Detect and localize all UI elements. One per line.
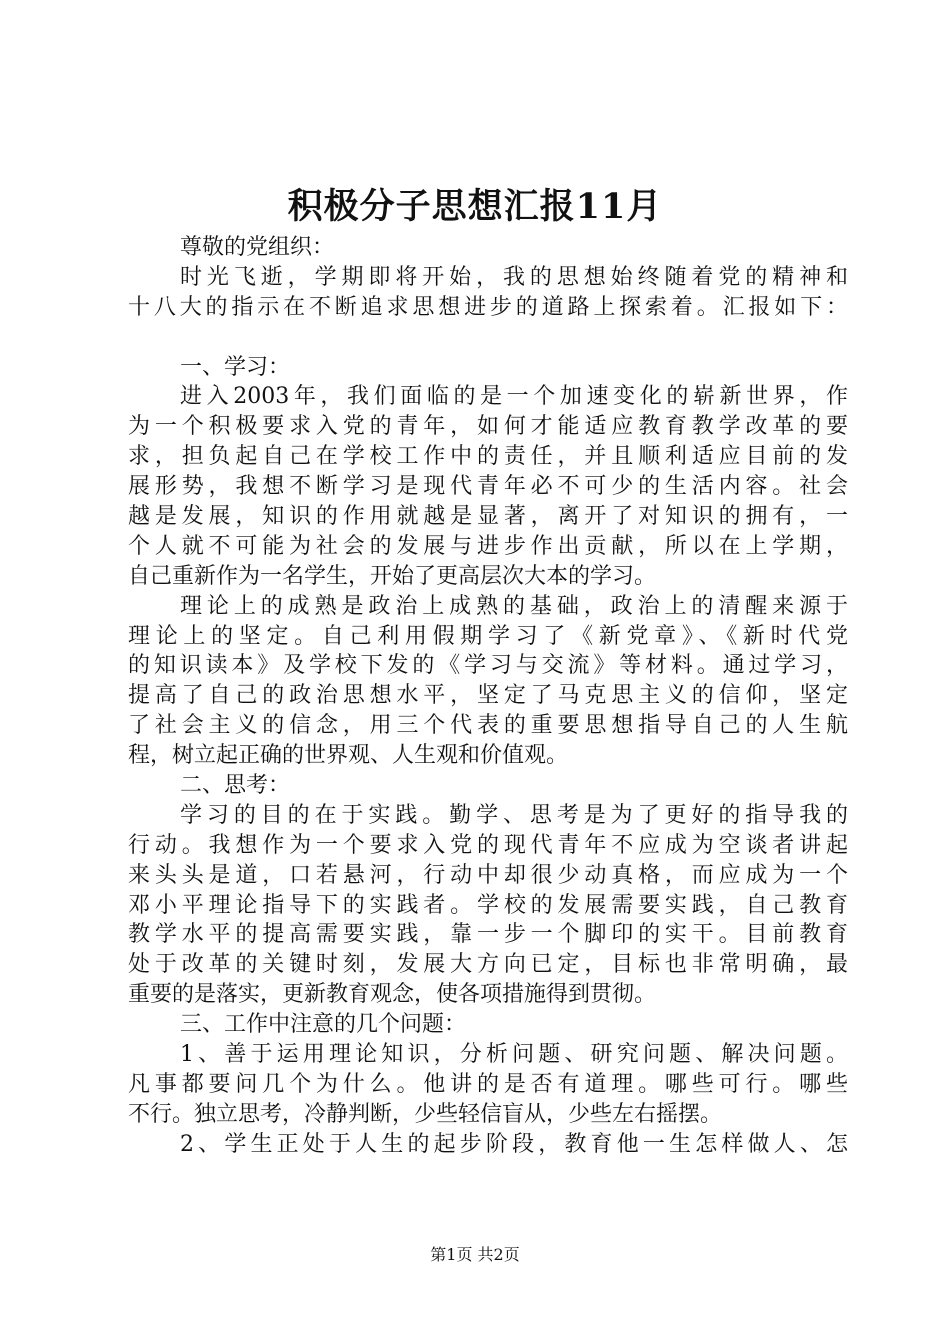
body-line: 来头头是道，口若悬河，行动中却很少动真格，而应成为一个 — [128, 862, 848, 888]
body-line: 一、学习： — [180, 354, 291, 380]
body-line: 学习的目的在于实践。勤学、思考是为了更好的指导我的 — [180, 802, 848, 828]
body-line: 二、思考： — [180, 773, 291, 799]
body-line: 行动。我想作为一个要求入党的现代青年不应成为空谈者讲起 — [128, 832, 848, 858]
body-line: 不行。独立思考，冷静判断，少些轻信盲从，少些左右摇摆。 — [128, 1101, 723, 1127]
blank-line — [128, 323, 848, 353]
body-line: 进入2003年，我们面临的是一个加速变化的崭新世界，作 — [180, 384, 848, 410]
body-line: 凡事都要问几个为什么。他讲的是否有道理。哪些可行。哪些 — [128, 1071, 848, 1097]
body-line: 了社会主义的信念，用三个代表的重要思想指导自己的人生航 — [128, 713, 848, 739]
body-line: 2、学生正处于人生的起步阶段，教育他一生怎样做人、怎 — [180, 1131, 848, 1157]
body-line: 个人就不可能为社会的发展与进步作出贡献，所以在上学期， — [128, 533, 848, 559]
body-line: 处于改革的关键时刻，发展大方向已定，目标也非常明确，最 — [128, 952, 848, 978]
page-footer: 第1页 共2页 — [430, 1245, 520, 1264]
body-line: 邓小平理论指导下的实践者。学校的发展需要实践，自己教育 — [128, 892, 848, 918]
body-line: 三、工作中注意的几个问题： — [180, 1012, 467, 1038]
body-line: 教学水平的提高需要实践，靠一步一个脚印的实干。目前教育 — [128, 922, 848, 948]
body-line: 理论上的成熟是政治上成熟的基础，政治上的清醒来源于 — [180, 593, 848, 619]
body-line: 1、善于运用理论知识，分析问题、研究问题、解决问题。 — [180, 1042, 848, 1068]
page-title: 积极分子思想汇报11月 — [287, 186, 663, 227]
body-line: 时光飞逝，学期即将开始，我的思想始终随着党的精神和 — [180, 264, 848, 290]
body-line: 尊敬的党组织： — [180, 235, 335, 260]
body-line: 自己重新作为一名学生，开始了更高层次大本的学习。 — [128, 563, 657, 589]
body-line: 十八大的指示在不断追求思想进步的道路上探索着。汇报如下： — [128, 294, 848, 320]
body-line: 程，树立起正确的世界观、人生观和价值观。 — [128, 743, 569, 769]
body-line: 越是发展，知识的作用就越是显著，离开了对知识的拥有，一 — [128, 504, 848, 530]
document-body — [128, 233, 848, 1160]
body-line: 提高了自己的政治思想水平，坚定了马克思主义的信仰，坚定 — [128, 683, 848, 709]
body-line: 的知识读本》及学校下发的《学习与交流》等材料。通过学习， — [128, 653, 848, 679]
body-line: 求，担负起自己在学校工作中的责任，并且顺利适应目前的发 — [128, 444, 848, 470]
body-line: 展形势，我想不断学习是现代青年必不可少的生活内容。社会 — [128, 474, 848, 500]
body-line: 为一个积极要求入党的青年，如何才能适应教育教学改革的要 — [128, 414, 848, 440]
body-line: 重要的是落实，更新教育观念，使各项措施得到贯彻。 — [128, 982, 657, 1008]
body-line: 理论上的坚定。自己利用假期学习了《新党章》、《新时代党 — [128, 623, 848, 649]
